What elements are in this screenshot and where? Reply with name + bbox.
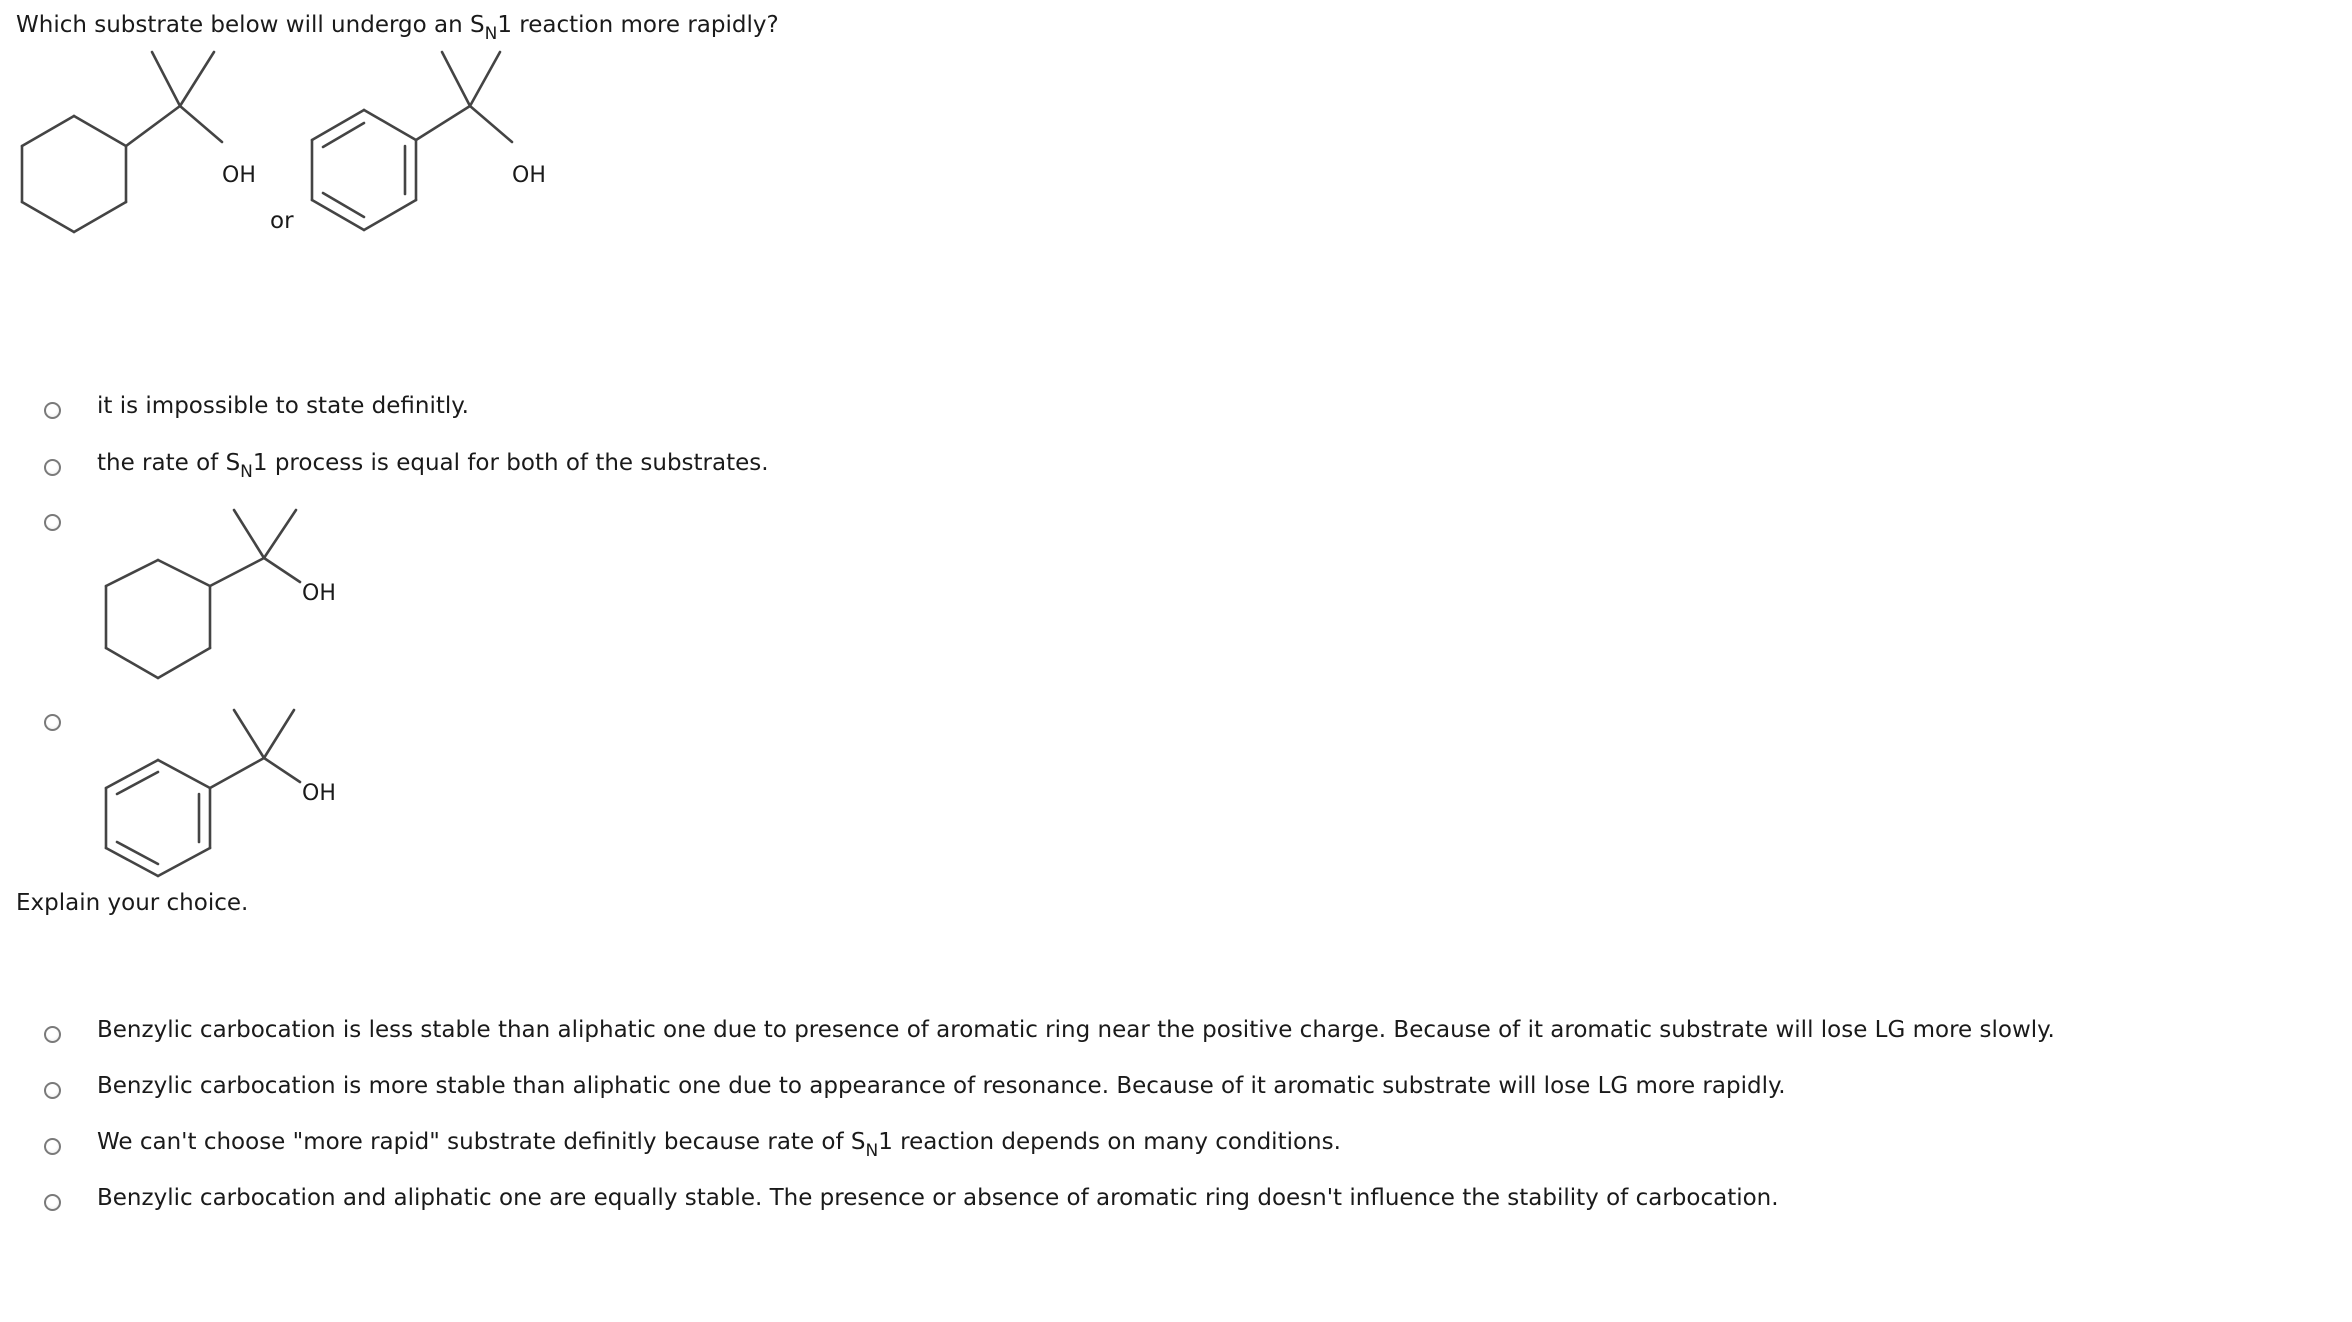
question-molecule-phenyl xyxy=(290,40,690,240)
option-4-radio[interactable] xyxy=(44,714,61,731)
explanation-4-label: Benzylic carbocation and aliphatic one are equally stable. The presence or absence of aromatic ring doesn't influence the stability of carbocation. xyxy=(97,1185,1779,1211)
explanation-3-prefix: We can't choose "more rapid" substrate definitly because rate of S xyxy=(97,1129,866,1155)
option-2-label xyxy=(97,450,769,482)
oh-label: OH xyxy=(222,163,256,188)
question-subscript: N xyxy=(484,24,498,44)
oh-label: OH xyxy=(302,581,336,606)
question-text xyxy=(16,12,779,44)
explanation-3-label xyxy=(97,1129,1341,1161)
option-1-label: it is impossible to state definitly. xyxy=(97,393,469,419)
explanation-1-label: Benzylic carbocation is less stable than aliphatic one due to presence of aromatic ring near the positive charge. Because of it aromatic substrate will lose LG more slowly. xyxy=(97,1017,2055,1043)
option-3-molecule-cyclohexyl xyxy=(80,500,380,690)
question-prefix: Which substrate below will undergo an S xyxy=(16,12,485,38)
explanation-4-radio[interactable] xyxy=(44,1194,61,1211)
explanation-3-radio[interactable] xyxy=(44,1138,61,1155)
explanation-3-suffix: 1 reaction depends on many conditions. xyxy=(878,1129,1341,1155)
option-3-radio[interactable] xyxy=(44,514,61,531)
question-suffix: 1 reaction more rapidly? xyxy=(497,12,779,38)
oh-label: OH xyxy=(512,163,546,188)
explanation-3-subscript: N xyxy=(865,1141,879,1161)
explain-label: Explain your choice. xyxy=(16,890,249,916)
option-1-radio[interactable] xyxy=(44,402,61,419)
option-2-suffix: 1 process is equal for both of the substrates. xyxy=(252,450,769,476)
option-4-molecule-phenyl xyxy=(80,700,380,890)
explanation-2-label: Benzylic carbocation is more stable than aliphatic one due to appearance of resonance. Because of it aromatic substrate will lose LG more rapidly. xyxy=(97,1073,1786,1099)
explanation-1-radio[interactable] xyxy=(44,1026,61,1043)
oh-label: OH xyxy=(302,781,336,806)
option-2-radio[interactable] xyxy=(44,459,61,476)
option-2-prefix: the rate of S xyxy=(97,450,241,476)
or-connector: or xyxy=(270,208,294,234)
option-2-subscript: N xyxy=(240,462,253,482)
explanation-2-radio[interactable] xyxy=(44,1082,61,1099)
